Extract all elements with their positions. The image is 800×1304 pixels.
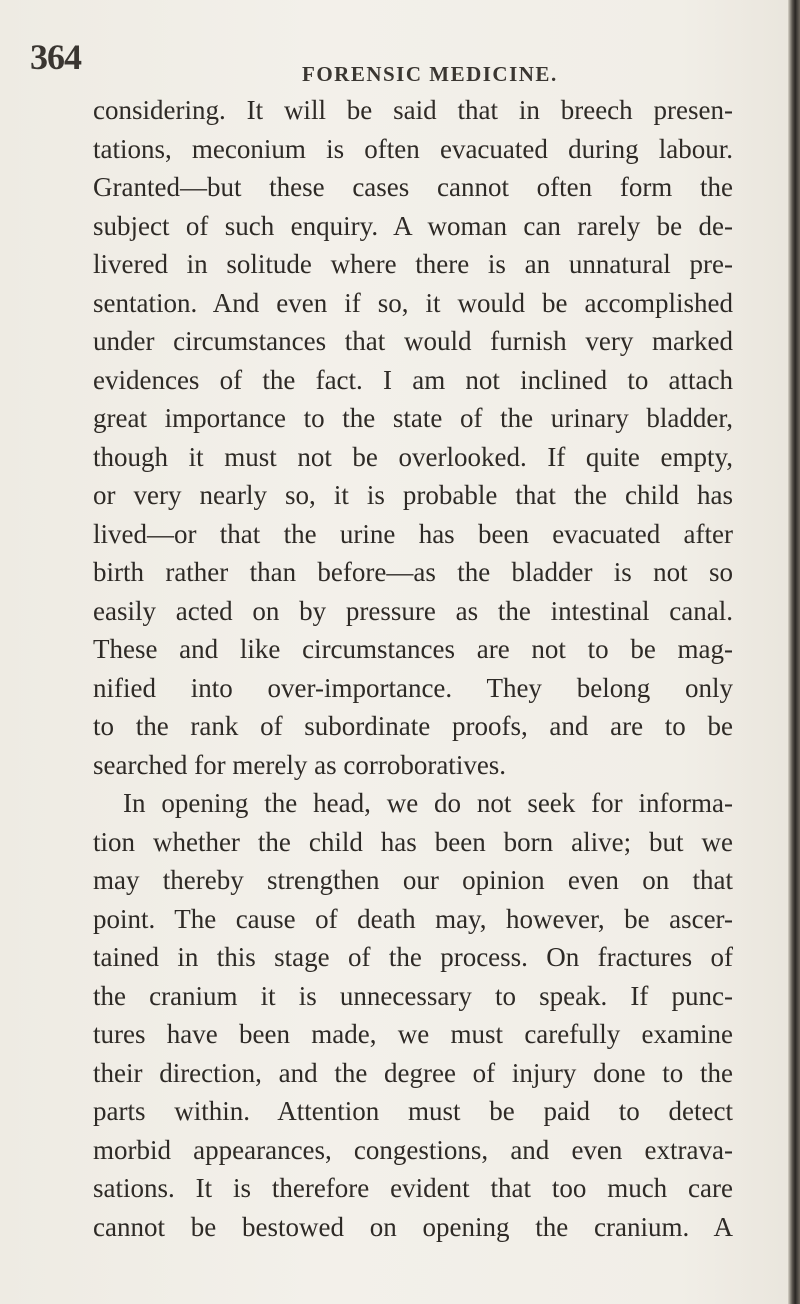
text-line: to the rank of subordinate proofs, and are to be xyxy=(93,711,733,741)
text-line: the cranium it is unnecessary to speak. If punc- xyxy=(93,980,733,1011)
text-line: tations, meconium is often evacuated during labour. xyxy=(93,133,733,164)
text-line: cannot be bestowed on opening the cranium. A xyxy=(93,1211,733,1242)
text-line: tained in this stage of the process. On fractures of xyxy=(93,942,733,972)
text-line: Granted—but these cases cannot often form the xyxy=(93,172,733,202)
page-header xyxy=(30,36,770,90)
text-line: their direction, and the degree of injury done to the xyxy=(93,1057,733,1088)
text-line: considering. It will be said that in breech presen- xyxy=(93,95,733,125)
text-line: tion whether the child has been born alive; but we xyxy=(93,826,733,857)
text-line: livered in solitude where there is an unnatural pre- xyxy=(93,249,733,279)
text-line: lived—or that the urine has been evacuated after xyxy=(93,518,733,549)
text-line: tures have been made, we must carefully examine xyxy=(93,1019,733,1049)
text-line: easily acted on by pressure as the intestinal canal. xyxy=(93,595,733,626)
text-line: morbid appearances, congestions, and even extrava- xyxy=(93,1134,733,1165)
text-line: searched for merely as corroboratives. xyxy=(93,749,507,780)
page-number: 364 xyxy=(30,37,81,77)
text-line: sations. It is therefore evident that too much care xyxy=(93,1173,733,1203)
text-line: birth rather than before—as the bladder is not so xyxy=(93,557,733,587)
running-head: FORENSIC MEDICINE. xyxy=(302,62,558,86)
text-line: great importance to the state of the urinary bladder, xyxy=(93,403,733,433)
text-line: sentation. And even if so, it would be accomplished xyxy=(93,287,733,318)
text-line: may thereby strengthen our opinion even on that xyxy=(93,865,733,895)
paragraph-start-line: In opening the head, we do not seek for informa- xyxy=(123,788,733,818)
page-binding-edge xyxy=(788,0,800,1304)
text-line: or very nearly so, it is probable that the child has xyxy=(93,480,733,510)
text-line: subject of such enquiry. A woman can rarely be de- xyxy=(93,210,733,241)
text-line: though it must not be overlooked. If quite empty, xyxy=(93,441,733,472)
text-line: point. The cause of death may, however, be ascer- xyxy=(93,903,733,934)
text-line: under circumstances that would furnish very marked xyxy=(93,326,733,356)
text-line: nified into over-importance. They belong only xyxy=(93,672,733,703)
text-line: These and like circumstances are not to be mag- xyxy=(93,634,733,664)
text-line: evidences of the fact. I am not inclined to attach xyxy=(93,364,733,395)
body-text xyxy=(93,91,733,1246)
text-line: parts within. Attention must be paid to detect xyxy=(93,1096,733,1126)
